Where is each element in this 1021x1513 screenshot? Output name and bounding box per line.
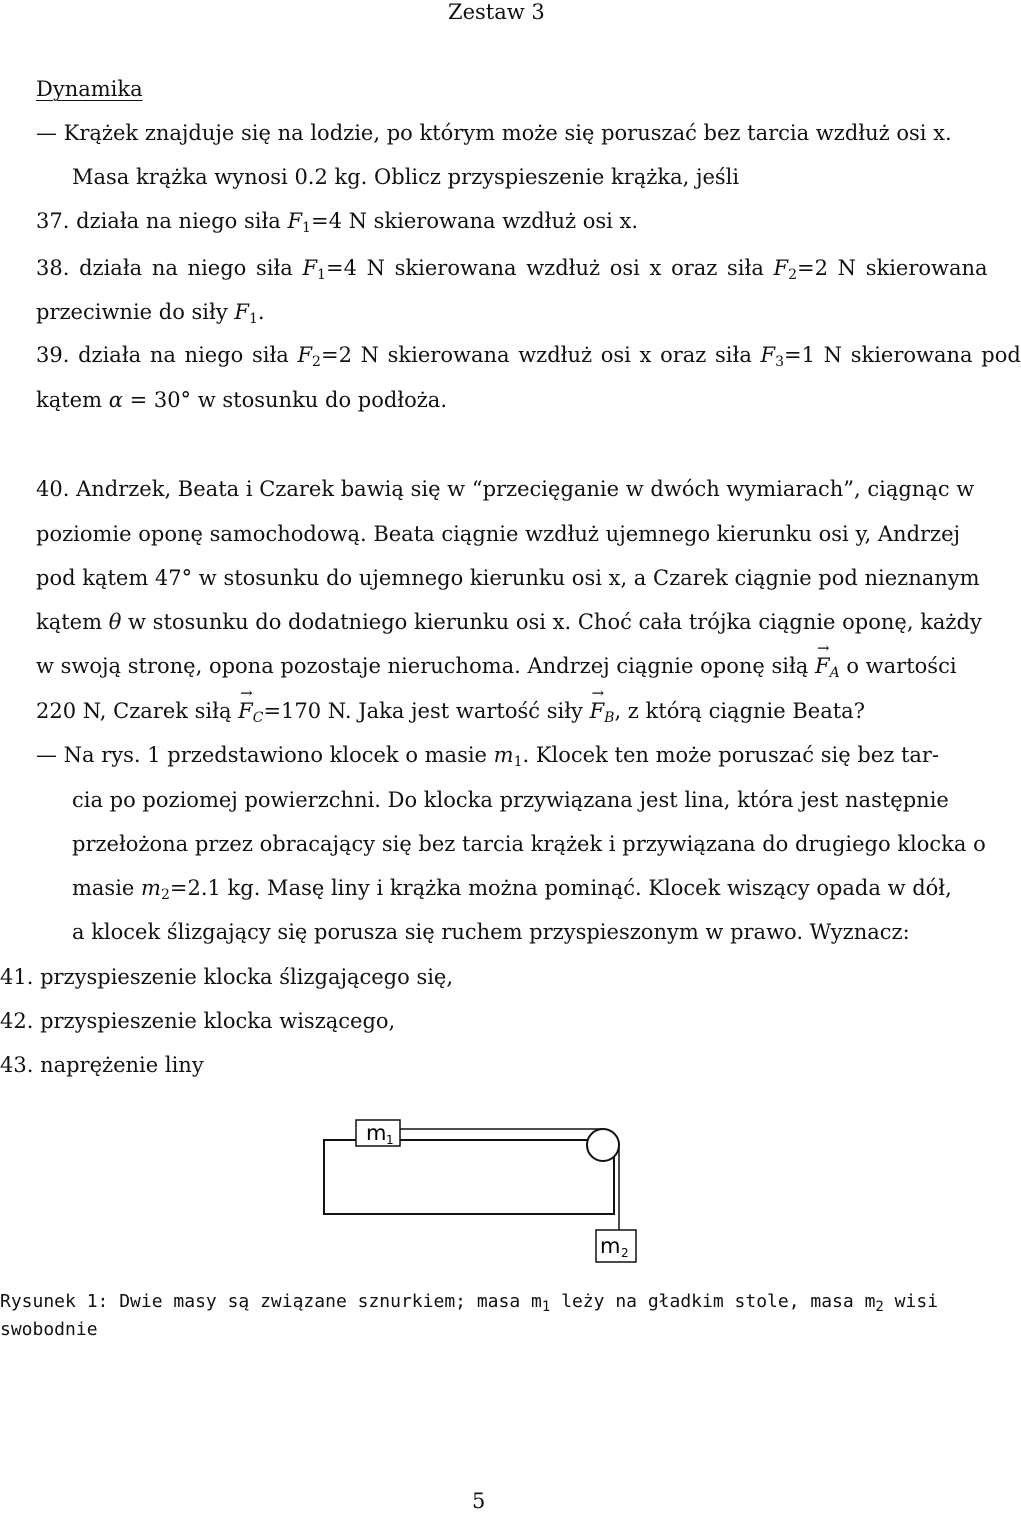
intro-line-1: — Krążek znajduje się na lodzie, po którym może się poruszać bez tarcia wzdłuż osi x. <box>36 121 952 145</box>
problem-38-line-2: przeciwnie do siły $F_1$. <box>36 300 265 327</box>
vector-F-C: → F <box>238 701 253 722</box>
block-m1 <box>324 1140 614 1214</box>
figure-problem-line-3: przełożona przez obracający się bez tarcia krążek i przywiązana do drugiego klocka o <box>72 832 986 856</box>
problem-39-line-1: 39. działa na niego siła $F_2=2$ N skierowana wzdłuż osi x oraz siła $F_3=1$ N skierowana pod <box>36 343 1021 370</box>
page-number: 5 <box>472 1489 486 1513</box>
problem-40-line-2: poziomie oponę samochodową. Beata ciągnie wzdłuż ujemnego kierunku osi y, Andrzej <box>36 522 961 546</box>
figure-problem-line-5: a klocek ślizgający się porusza się ruchem przyspieszonym w prawo. Wyznacz: <box>72 920 910 944</box>
figure-caption-line-1: Rysunek 1: Dwie masy są związane sznurkiem; masa $m_1$ leży na gładkim stole, masa $m_2$ wisi <box>0 1291 939 1315</box>
block-m2-label-sub: 2 <box>621 1246 629 1260</box>
problem-40-line-1: 40. Andrzek, Beata i Czarek bawią się w “przecięganie w dwóch wymiarach”, ciągnąc w <box>36 477 975 501</box>
problem-38-line-1: 38. działa na niego siła $F_1=4$ N skierowana wzdłuż osi x oraz siła $F_2=2$ N skierowana <box>36 256 988 283</box>
section-title: Dynamika <box>36 77 143 101</box>
problem-37: 37. działa na niego siła $F_1=4$ N skierowana wzdłuż osi x. <box>36 209 639 236</box>
block-m1-label-sub: 1 <box>386 1133 394 1147</box>
vector-F-A: → F <box>815 656 830 677</box>
figure-problem-line-2: cia po poziomej powierzchni. Do klocka przywiązana jest lina, która jest następnie <box>72 788 949 812</box>
block-m2-label: m <box>600 1234 621 1258</box>
figure-problem-line-1: — Na rys. 1 przedstawiono klocek o masie $m_1$. Klocek ten może poruszać się bez tar- <box>36 743 940 770</box>
figure-caption-line-2: swobodnie <box>0 1319 98 1340</box>
running-header: Zestaw 3 <box>448 0 545 24</box>
pulley-figure <box>0 1100 960 1290</box>
problem-40-line-3: pod kątem 47° w stosunku do ujemnego kierunku osi x, a Czarek ciągnie pod nieznanym <box>36 566 980 590</box>
intro-line-2: Masa krążka wynosi 0.2 kg. Oblicz przyspieszenie krążka, jeśli <box>72 165 740 189</box>
vector-F-B: → F <box>590 701 605 722</box>
figure-problem-line-4: masie $m_2=2.1$ kg. Masę liny i krążka można pominąć. Klocek wiszący opada w dół, <box>72 876 952 903</box>
problem-39-line-2: kątem α = 30° w stosunku do podłoża. <box>36 388 447 412</box>
question-43: 43. naprężenie liny <box>0 1053 204 1077</box>
problem-40-line-4: kątem θ w stosunku do dodatniego kierunku osi x. Choć cała trójka ciągnie oponę, każdy <box>36 610 982 634</box>
pulley <box>587 1129 619 1161</box>
question-42: 42. przyspieszenie klocka wiszącego, <box>0 1009 396 1033</box>
block-m1-label: m <box>366 1121 387 1145</box>
problem-40-line-6: 220 N, Czarek siłą → FC=170 N. Jaka jest wartość siły → FB, z którą ciągnie Beata? <box>36 701 865 725</box>
question-41: 41. przyspieszenie klocka ślizgającego się, <box>0 965 454 989</box>
problem-40-line-5: w swoją stronę, opona pozostaje nieruchoma. Andrzej ciągnie oponę siłą → FA o wartości <box>36 656 957 680</box>
